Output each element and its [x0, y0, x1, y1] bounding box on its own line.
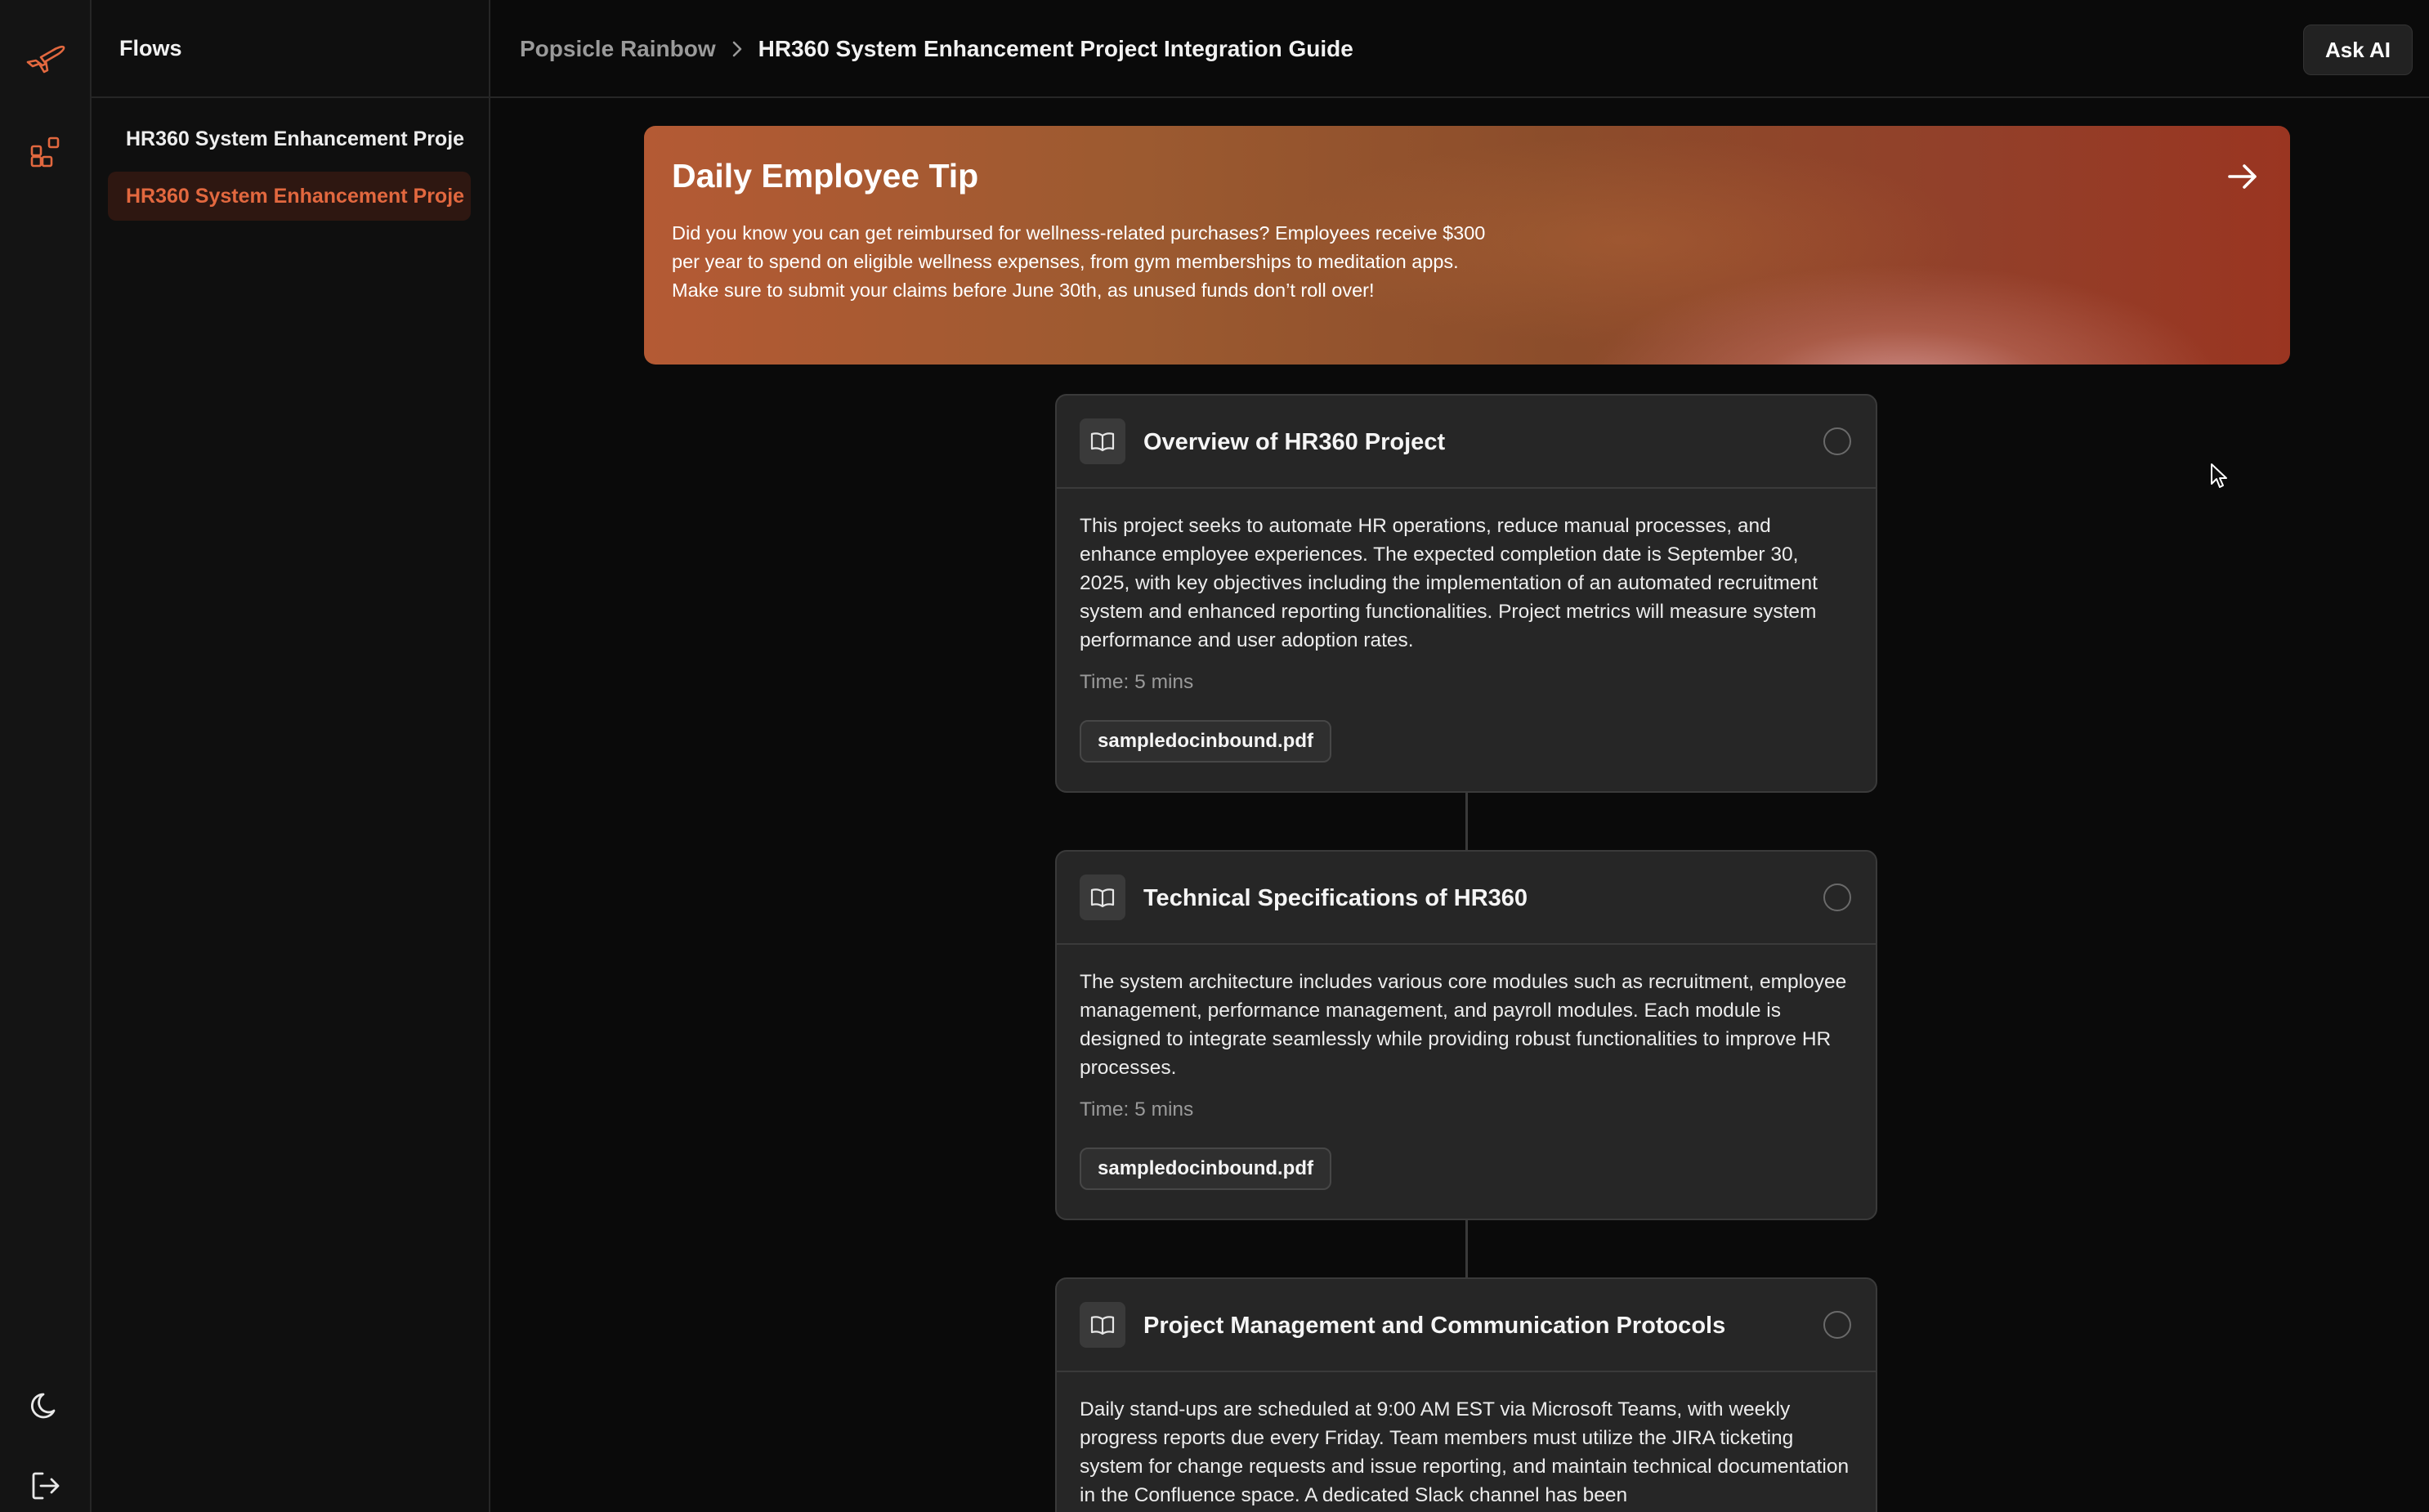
step-time: Time: 5 mins — [1080, 1098, 1194, 1121]
step-card[interactable] — [1055, 1277, 1877, 1512]
step-title: Overview of HR360 Project — [1143, 428, 1446, 455]
step-complete-radio[interactable] — [1823, 1311, 1851, 1339]
logout-icon[interactable] — [23, 1463, 69, 1509]
breadcrumb — [520, 0, 1353, 98]
file-attachment-chip[interactable]: sampledocinbound.pdf — [1080, 720, 1331, 763]
banner-text: Did you know you can get reimbursed for wellness-related purchases? Employees receive $300 per year to spend on eligible wellness expenses, from gym memberships to meditation apps. Make sure to submit your claims before June 30th, as unused funds don’t roll over! — [672, 222, 1486, 301]
chevron-right-icon — [731, 39, 744, 59]
mouse-cursor-icon — [2210, 463, 2230, 494]
step-complete-radio[interactable] — [1823, 427, 1851, 455]
sidebar-title: Flows — [92, 0, 489, 98]
step-description: Daily stand-ups are scheduled at 9:00 AM EST via Microsoft Teams, with weekly progress reports due every Friday. Team members must utilize the JIRA ticketing system for change requests and issue reporting, and maintain technical documentation in the Confluence space. A dedicated Slack channel has been — [1080, 1398, 1850, 1506]
step-card[interactable] — [1055, 394, 1877, 793]
top-bar — [490, 0, 2429, 98]
banner-title: Daily Employee Tip — [672, 157, 979, 195]
book-icon — [1080, 875, 1125, 920]
book-icon — [1080, 1302, 1125, 1348]
flows-sidebar — [92, 0, 490, 1512]
step-time: Time: 5 mins — [1080, 671, 1194, 693]
step-description: This project seeks to automate HR operations, reduce manual processes, and enhance employee experiences. The expected completion date is September 30, 2025, with key objectives including the implementation of an automated recruitment system and enhanced reporting functionalities. Project metrics will measure system performance and user adoption rates. — [1080, 515, 1818, 651]
sidebar-flow-item-active[interactable]: HR360 System Enhancement Proje — [108, 172, 471, 221]
step-description: The system architecture includes various core modules such as recruitment, employee management, performance management, and payroll modules. Each module is designed to integrate seamlessly while providing robust functionalities to improve HR processes. — [1080, 971, 1847, 1079]
timeline-connector — [1465, 1219, 1468, 1277]
step-title: Project Management and Communication Protocols — [1143, 1312, 1726, 1339]
airplane-logo-icon[interactable] — [23, 36, 69, 82]
ask-ai-button[interactable]: Ask AI — [2303, 25, 2413, 75]
timeline-connector — [1465, 791, 1468, 850]
sidebar-flow-item[interactable]: HR360 System Enhancement Proje — [126, 127, 465, 150]
arrow-right-icon[interactable] — [2225, 159, 2261, 195]
step-card-header — [1057, 1279, 1876, 1372]
breadcrumb-current: HR360 System Enhancement Project Integration Guide — [758, 36, 1353, 61]
step-complete-radio[interactable] — [1823, 883, 1851, 911]
icon-rail — [0, 0, 92, 1512]
file-attachment-chip[interactable]: sampledocinbound.pdf — [1080, 1147, 1331, 1190]
breadcrumb-parent-link[interactable]: Popsicle Rainbow — [520, 36, 716, 61]
step-title: Technical Specifications of HR360 — [1143, 884, 1528, 911]
book-icon — [1080, 418, 1125, 464]
apps-grid-icon[interactable] — [23, 129, 69, 175]
step-card-header — [1057, 852, 1876, 945]
daily-tip-banner — [644, 126, 2290, 365]
step-card-header — [1057, 396, 1876, 489]
step-card[interactable] — [1055, 850, 1877, 1220]
moon-icon[interactable] — [23, 1383, 69, 1429]
